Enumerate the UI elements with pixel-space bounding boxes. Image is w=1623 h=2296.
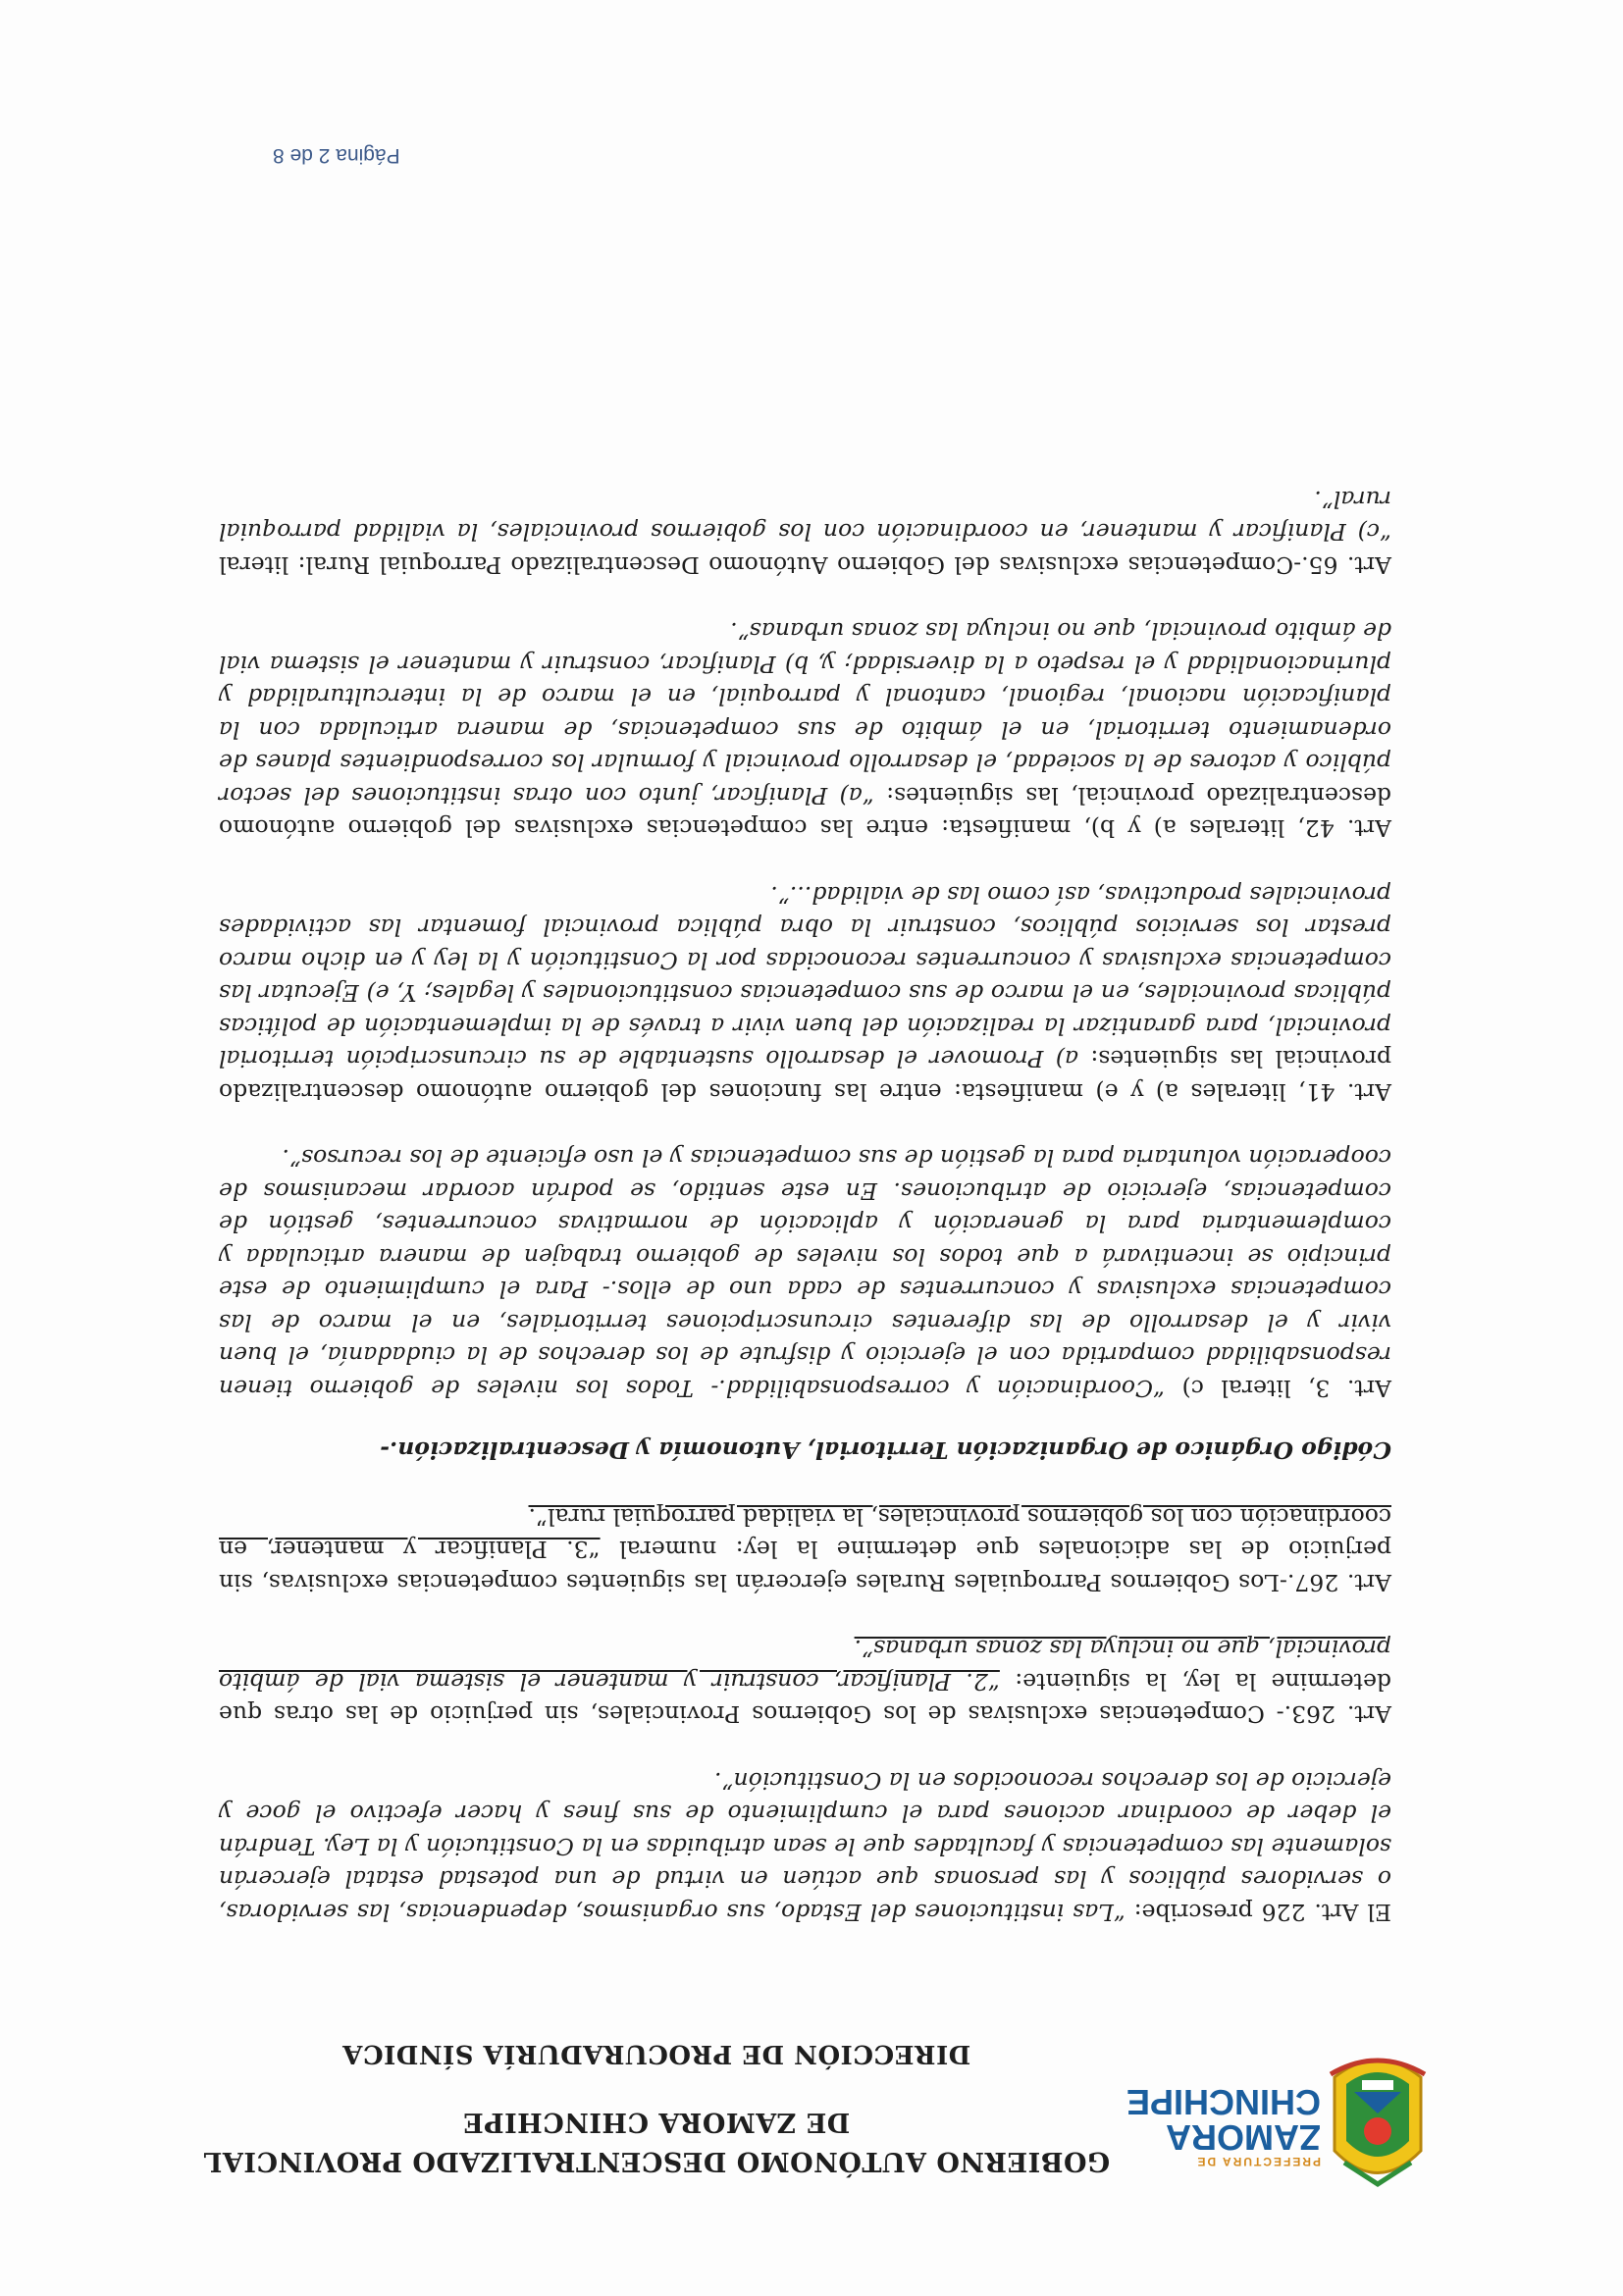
paragraph-lead: Art. 267.-Los Gobiernos Parroquiales Rurales ejercerán las siguientes competencias exclusivas, sin perjuicio de las adicionales que determine la ley: numeral [219,1536,1391,1596]
page-number: Página 2 de 8 [273,144,400,167]
paragraph-quote: a) Promover el desarrollo sustentable de su circunscripción territorial provincial, para garantizar la realización del buen vivir a través de la implementación de políticas públicas provinciales, en el marco de sus competencias constitucionales y legales; Y, e) Ejecutar las competencias exclusivas y concurrentes reconocidas por la Constitución y la ley y en dicho marco prestar los servicios públicos, construir la obra pública provincial fomentar las actividades provinciales productivas, así como las de vialidad...”. [219,881,1391,1073]
paragraph-quote: “Las instituciones del Estado, sus organismos, dependencias, las servidoras, o servidores públicos y las personas que actúen en virtud de una potestad estatal ejercerán solamente las competencias y facultades que le sean atribuidas en la Constitución y la Ley. Tendrán el deber de coordinar acciones para el cumplimiento de sus fines y hacer efectivo el goce y ejercicio de los derechos reconocidos en la Constitución”. [219,1767,1391,1926]
paragraph-art-226 [219,1764,1391,1929]
logo-line-1: ZAMORA [1166,2117,1321,2158]
organization-title-line-2: DE ZAMORA CHINCHIPE [462,2107,851,2137]
paragraph-lead: Art. 41, literales a) y e) manifiesta: entre las funciones del gobierno autónomo descentralizado provincial las siguientes: [219,1045,1391,1106]
logo-line-2: CHINCHIPE [1126,2082,1321,2122]
logo-small-text: PREFECTURA DE [1195,2155,1321,2168]
organization-title [151,2102,1162,2180]
paragraph-quote: “a) Planificar, junto con otras instituciones del sector público y actores de la sociedad, el desarrollo provincial y formular los correspondientes planes de ordenamiento territorial, en el ámbito de sus competencias, de manera articulada con la planificación nacional, regional, cantonal y parroquial, en el marco de la interculturalidad y plurinacionalidad y el respeto a la diversidad; y, b) Planificar, construir y mantener el sistema vial de ámbito provincial, que no incluya las zonas urbanas”. [219,617,1391,809]
paragraph-lead: Art. 42, literales a) y b), manifiesta: entre las competencias exclusivas del gobierno autónomo descentralizado provincial, las siguientes: [219,782,1391,843]
crest-icon [1325,2043,1431,2190]
paragraph-quote: “3. Planificar y mantener, en coordinación con los gobiernos provinciales, la vialidad parroquial rural”. [219,1503,1391,1564]
paragraph-lead: Art. 263.- Competencias exclusivas de los Gobiernos Provinciales, sin perjuicio de las otras que determine la ley, la siguiente: [219,1668,1391,1729]
page-footer [0,88,1623,186]
department-title: DIRECCIÓN DE PROCURADURÍA SÍNDICA [341,2039,971,2068]
paragraph-lead: El Art. 226 prescribe: [1125,1899,1391,1926]
document-body [219,449,1391,1929]
paragraph-lead: Art. 65.-Competencias exclusivas del Gobierno Autónomo Descentralizado Parroquial Rural: literal [219,551,1391,579]
paragraph-art-42 [219,614,1391,845]
prefectura-logo [1126,2043,1431,2190]
paragraph-art-263 [219,1632,1391,1731]
paragraph-quote: “c) Planificar y mantener, en coordinación con los gobiernos provinciales, la vialidad parroquial rural”. [219,486,1391,547]
paragraph-art-65 [219,483,1391,582]
paragraph-art-267 [219,1500,1391,1599]
letterhead [0,1943,1623,2296]
paragraph-art-41 [219,878,1391,1109]
paragraph-lead: Art. 3, literal c) [1165,1375,1391,1402]
paragraph-quote: “Coordinación y corresponsabilidad.- Todos los niveles de gobierno tienen responsabilidad compartida con el ejercicio y disfrute de los derechos de la ciudadanía, el buen vivir y el desarrollo de las diferentes circunscripciones territoriales, en el marco de las competencias exclusivas y concurrentes de cada uno de ellos.- Para el cumplimiento de este principio se incentivará a que todos los niveles de gobierno trabajen de manera articulada y complementaria para la generación y aplicación de normativas concurrentes, gestión de competencias, ejercicio de atribuciones. En este sentido, se podrán acordar mecanismos de cooperación voluntaria para la gestión de sus competencias y el uso eficiente de los recursos”. [219,1144,1391,1402]
paragraph-quote: “2. Planificar, construir y mantener el sistema vial de ámbito provincial, que no incluya las zonas urbanas”. [219,1635,1391,1696]
paragraph-art-3 [219,1141,1391,1404]
section-heading-cootad: Código Orgánico de Organización Territorial, Autonomía y Descentralización.- [380,1436,1391,1465]
organization-title-line-1: GOBIERNO AUTÓNOMO DESCENTRALIZADO PROVINCIAL [202,2146,1111,2176]
